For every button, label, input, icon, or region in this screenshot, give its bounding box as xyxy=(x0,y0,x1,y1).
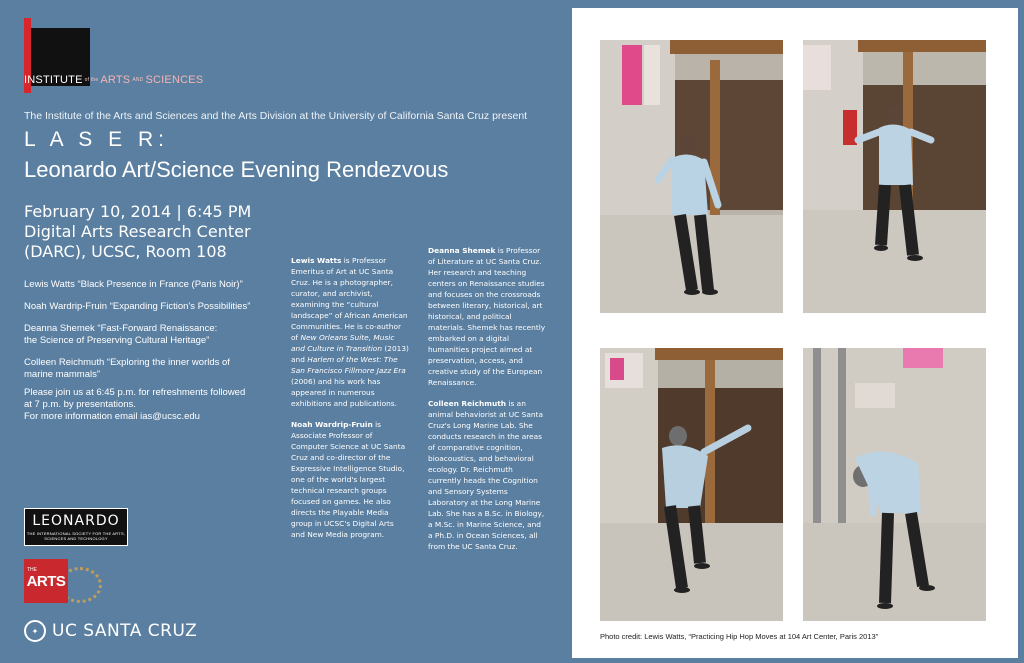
contact-email-line: For more information email ias@ucsc.edu xyxy=(24,411,200,422)
speaker-talk xyxy=(24,357,289,381)
arts-logo-the: THE xyxy=(27,567,37,573)
talk-line: marine mammals” xyxy=(24,369,101,380)
presenter-line: The Institute of the Arts and Sciences and the Arts Division at the University of California Santa Cruz present xyxy=(24,110,528,122)
ucsc-logo xyxy=(24,620,197,642)
logo-small-text: of the xyxy=(84,77,99,84)
bio-name: Noah Wardrip-Fruin xyxy=(291,420,373,429)
bio-text: (2013) and xyxy=(291,344,409,364)
book-title: Harlem of the West: The San Francisco Fillmore Jazz Era xyxy=(291,355,406,375)
bio-column-1 xyxy=(291,255,409,550)
logo-arts: ARTS xyxy=(100,74,131,86)
dancer-photo-2 xyxy=(803,40,986,313)
event-date-time: February 10, 2014 | 6:45 PM xyxy=(24,202,252,221)
speaker-talk xyxy=(24,279,289,291)
talk-line: the Science of Preserving Cultural Heritage” xyxy=(24,335,210,346)
speaker-talk xyxy=(24,301,289,313)
talk-line: Deanna Shemek “Fast-Forward Renaissance: xyxy=(24,323,218,334)
speaker-list xyxy=(24,279,289,391)
bio-column-2 xyxy=(428,245,546,562)
arts-logo-box xyxy=(24,559,68,603)
event-title-subtitle: Leonardo Art/Science Evening Rendezvous xyxy=(24,157,449,182)
logo-word: NSTITUTE xyxy=(27,74,83,86)
bio-text: is Associate Professor of Computer Science at UC Santa Cruz and co-director of the Expressive Intelligence Studio, one of the world's largest technical research groups focused on games. He also directs the Playable Media group in UCSC's Digital Arts and New Media program. xyxy=(291,420,406,539)
invitation-text xyxy=(24,387,289,423)
bio-name: Lewis Watts xyxy=(291,256,342,265)
institute-logo-text xyxy=(24,74,224,86)
bio-deanna-shemek xyxy=(428,245,546,388)
bio-text: is Professor Emeritus of Art at UC Santa Cruz. He is a photographer, curator, and archivist, examining the “cultural landscape” of African American Communities. He is co-author of xyxy=(291,256,408,342)
bio-text: (2006) and his work has appeared in numerous exhibitions and publications. xyxy=(291,377,398,408)
event-title-laser: L A S E R: xyxy=(24,128,169,151)
photo-credit: Photo credit: Lewis Watts, “Practicing Hip Hop Moves at 104 Art Center, Paris 2013” xyxy=(600,632,879,641)
institute-logo xyxy=(24,18,204,93)
bio-lewis-watts xyxy=(291,255,409,409)
logo-letter: I xyxy=(24,74,28,86)
event-venue-line1: Digital Arts Research Center xyxy=(24,222,251,241)
arts-logo-word: ARTS xyxy=(26,572,66,590)
leonardo-tagline: THE INTERNATIONAL SOCIETY FOR THE ARTS, SCIENCES AND TECHNOLOGY xyxy=(26,531,126,541)
event-info xyxy=(24,202,294,262)
dancer-photo-3 xyxy=(600,348,783,621)
leonardo-name: LEONARDO xyxy=(32,513,120,529)
the-arts-logo xyxy=(24,559,104,609)
invite-line: Please join us at 6:45 p.m. for refreshments followed xyxy=(24,387,246,398)
talk-line: Noah Wardrip-Fruin “Expanding Fiction's Possibilities” xyxy=(24,301,251,312)
ucsc-name: UC SANTA CRUZ xyxy=(52,621,198,641)
bio-name: Deanna Shemek xyxy=(428,246,496,255)
talk-line: Lewis Watts “Black Presence in France (Paris Noir)” xyxy=(24,279,243,290)
bio-text: is Professor of Literature at UC Santa Cruz. Her research and teaching centers on Renaissance studies and focuses on the crossroads between literary, historical, art historical, and political materials. Shemek has recently embarked on a digital humanities project aimed at preservation, access, and creative study of the European Renaissance. xyxy=(428,246,546,387)
bio-name: Colleen Reichmuth xyxy=(428,399,507,408)
logo-sciences: SCIENCES xyxy=(145,74,204,86)
talk-line: Colleen Reichmuth “Exploring the inner worlds of xyxy=(24,357,230,368)
bio-colleen-reichmuth xyxy=(428,398,546,552)
bio-text: is an animal behaviorist at UC Santa Cruz's Long Marine Lab. She conducts research in the areas of comparative cognition, bioacoustics, and behavioral ecology. Dr. Reichmuth currently heads the Cognition and Sensory Systems Laboratory at the Long Marine Lab. She has a B.Sc. in Biology, a M.Sc. in Marine Science, and a Ph.D. in Ocean Sciences, all from the UC Santa Cruz. xyxy=(428,399,545,551)
ucsc-seal-icon: ✦ xyxy=(24,620,46,642)
speaker-talk xyxy=(24,323,289,347)
book-title: New Orleans Suite, Music and Culture in Transition xyxy=(291,333,395,353)
event-venue-line2: (DARC), UCSC, Room 108 xyxy=(24,242,227,261)
leonardo-logo xyxy=(24,508,128,546)
invite-line: at 7 p.m. by presentations. xyxy=(24,399,136,410)
dancer-photo-1 xyxy=(600,40,783,313)
logo-and: AND xyxy=(132,77,144,84)
photo-panel xyxy=(572,8,1018,658)
dancer-photo-4 xyxy=(803,348,986,621)
bio-noah-wardrip-fruin xyxy=(291,419,409,540)
